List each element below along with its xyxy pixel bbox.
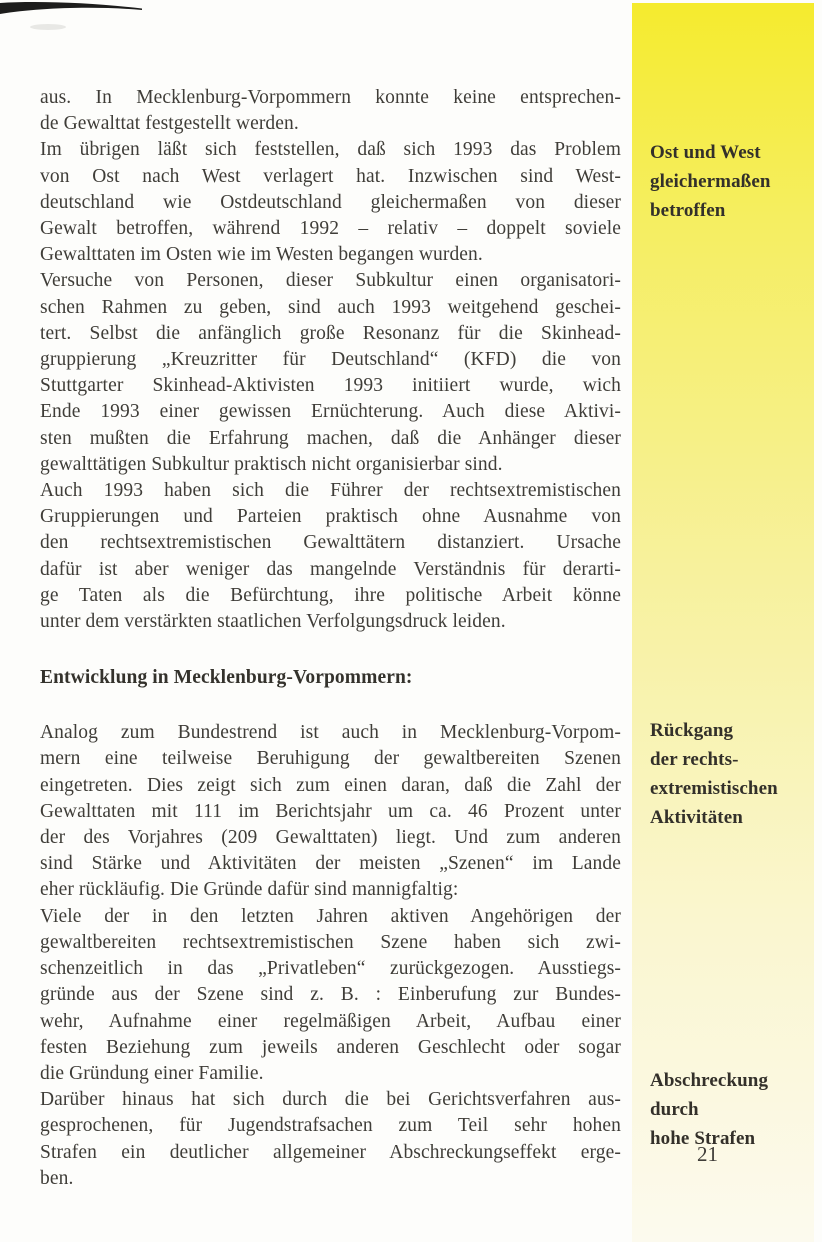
body-text-line: gesprochenen, für Jugendstrafsachen zum Teil sehr hohen [40, 1115, 621, 1137]
body-text-line: die Gründung einer Familie. [40, 1062, 264, 1084]
margin-note-line: gleichermaßen [650, 171, 771, 192]
body-text-line: eingetreten. Dies zeigt sich zum einen daran, daß die Zahl der [40, 774, 621, 796]
body-text-line: Gewalttaten mit 111 im Berichtsjahr um ca. 46 Prozent unter [40, 800, 621, 822]
body-text-line: de Gewalttat festgestellt werden. [40, 113, 299, 135]
body-text-line: den rechtsextremistischen Gewalttätern distanziert. Ursache [40, 532, 621, 554]
scan-artifact-mark [0, 0, 160, 50]
body-text-line: Strafen ein deutlicher allgemeiner Abschreckungseffekt erge- [40, 1141, 621, 1163]
body-text-line: deutschland wie Ostdeutschland gleichermaßen von dieser [40, 191, 621, 213]
text-column [40, 85, 621, 1192]
margin-note-line: Abschreckung [650, 1070, 769, 1091]
body-text-line: tert. Selbst die anfänglich große Resonanz für die Skinhead- [40, 322, 621, 344]
margin-note-line: extremistischen [650, 778, 778, 799]
body-text-line: Viele der in den letzten Jahren aktiven Angehörigen der [40, 905, 621, 927]
page-number: 21 [697, 1142, 718, 1166]
body-text-line: Gruppierungen und Parteien praktisch ohne Ausnahme von [40, 506, 621, 528]
body-text-line: ben. [40, 1167, 74, 1189]
margin-note-line: Aktivitäten [650, 807, 743, 828]
margin-note-line: Ost und West [650, 142, 761, 163]
margin-note [650, 716, 810, 832]
body-text-line: gewaltbereiten rechtsextremistischen Szene haben sich zwi- [40, 931, 621, 953]
body-text-line: dafür ist aber weniger das mangelnde Verständnis für derarti- [40, 558, 621, 580]
body-text-line: sten mußten die Erfahrung machen, daß die Anhänger dieser [40, 427, 621, 449]
body-text-line: Analog zum Bundestrend ist auch in Mecklenburg-Vorpom- [40, 722, 621, 744]
body-text-line: gewalttätigen Subkultur praktisch nicht organisierbar sind. [40, 453, 503, 475]
margin-note-line: Rückgang [650, 720, 734, 741]
body-text-line: ge Taten als die Befürchtung, ihre politische Arbeit könne [40, 584, 621, 606]
body-text-line: Stuttgarter Skinhead-Aktivisten 1993 initiiert wurde, wich [40, 375, 621, 397]
body-text-line: Darüber hinaus hat sich durch die bei Gerichtsverfahren aus- [40, 1089, 621, 1111]
margin-note [650, 1066, 810, 1153]
margin-note-line: der rechts- [650, 749, 739, 770]
margin-note-line: durch [650, 1099, 699, 1120]
body-text-line: sind Stärke und Aktivitäten der meisten „Szenen“ im Lande [40, 853, 621, 875]
body-text-line: wehr, Aufnahme einer regelmäßigen Arbeit, Aufbau einer [40, 1010, 621, 1032]
body-text-line: Gewalttaten im Osten wie im Westen begangen wurden. [40, 244, 483, 266]
body-text-line: mern eine teilweise Beruhigung der gewaltbereiten Szenen [40, 748, 621, 770]
margin-note-line: betroffen [650, 200, 726, 221]
body-text-line: Gewalt betroffen, während 1992 – relativ – doppelt soviele [40, 218, 621, 240]
margin-note-line: hohe Strafen [650, 1128, 756, 1149]
body-text-line: eher rückläufig. Die Gründe dafür sind mannigfaltig: [40, 879, 459, 901]
body-text-line: der des Vorjahres (209 Gewalttaten) liegt. Und zum anderen [40, 827, 621, 849]
body-text-line: gruppierung „Kreuzritter für Deutschland“ (KFD) die von [40, 349, 621, 371]
body-text-line: aus. In Mecklenburg-Vorpommern konnte keine entsprechen- [40, 87, 621, 108]
body-text-line: von Ost nach West verlagert hat. Inzwischen sind West- [40, 165, 621, 187]
body-text-line: Auch 1993 haben sich die Führer der rechtsextremistischen [40, 480, 621, 502]
body-text-line: Im übrigen läßt sich feststellen, daß sich 1993 das Problem [40, 139, 621, 161]
margin-note [650, 138, 810, 225]
body-text-line: festen Beziehung zum jeweils anderen Geschlecht oder sogar [40, 1036, 621, 1058]
section-heading: Entwicklung in Mecklenburg-Vorpommern: [40, 667, 413, 689]
body-text-line: Ende 1993 einer gewissen Ernüchterung. Auch diese Aktivi- [40, 401, 621, 423]
body-text-line: schen Rahmen zu geben, sind auch 1993 weitgehend geschei- [40, 296, 621, 318]
body-text-line: unter dem verstärkten staatlichen Verfolgungsdruck leiden. [40, 611, 506, 633]
body-text-line: gründe aus der Szene sind z. B. : Einberufung zur Bundes- [40, 984, 621, 1006]
body-text-line: Versuche von Personen, dieser Subkultur einen organisatori- [40, 270, 621, 292]
body-text-line: schenzeitlich in das „Privatleben“ zurückgezogen. Ausstiegs- [40, 958, 621, 980]
